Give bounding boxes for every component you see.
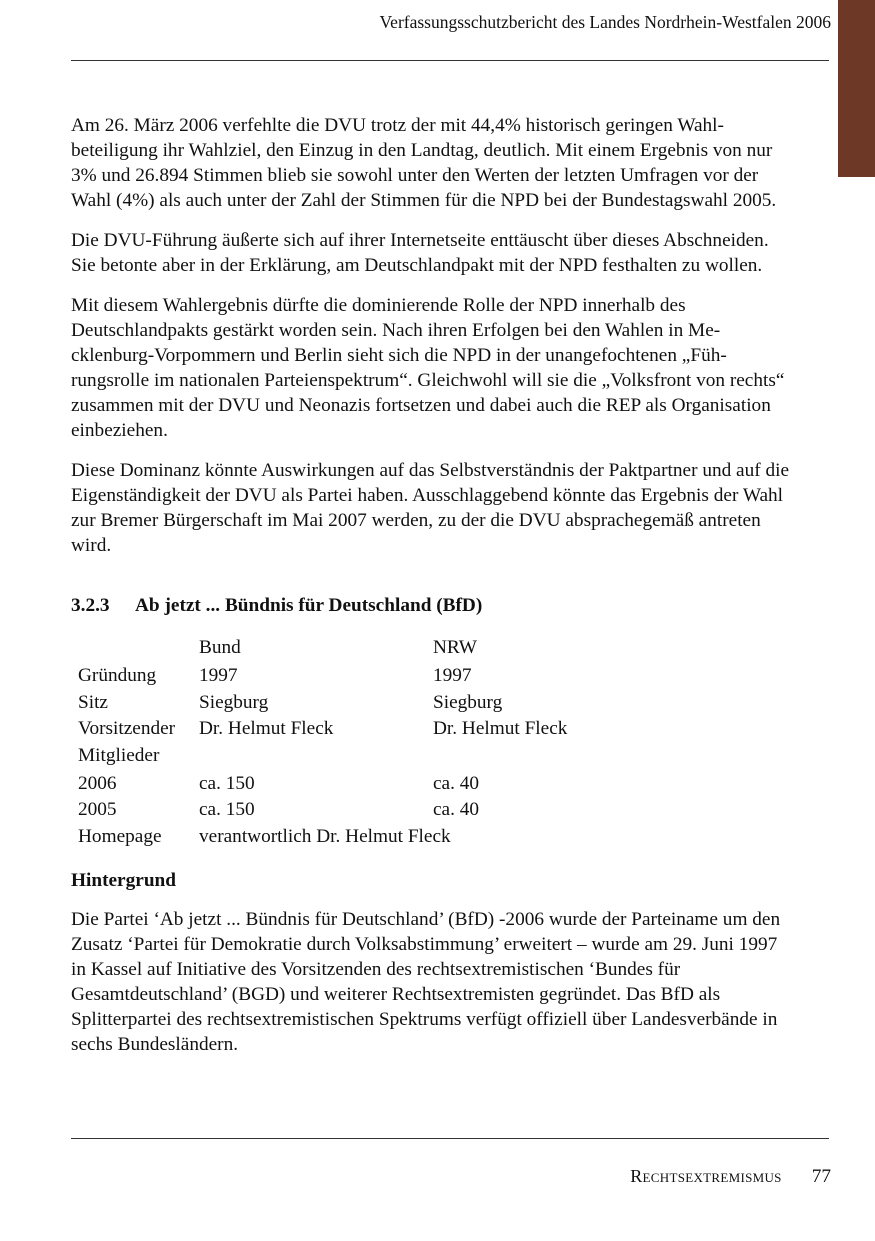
row-label: 2006 bbox=[78, 772, 117, 794]
cell-nrw: Dr. Helmut Fleck bbox=[433, 718, 568, 739]
cell-nrw: Siegburg bbox=[433, 691, 503, 713]
section-title: Ab jetzt ... Bündnis für Deutschland (BfD) bbox=[135, 595, 483, 616]
table-row bbox=[71, 690, 791, 717]
table-row bbox=[71, 743, 791, 771]
paragraph: Am 26. März 2006 verfehlte die DVU trotz der mit 44,4% historisch geringen Wahlbeteiligung ihr Wahlziel, den Einzug in den Landtag, deutlich. Mit einem Ergebnis von nur 3% und 26.894 Stimmen blieb sie sowohl unter den Werten der letzten Umfragen vor der Wahl (4%) als auch unter der Zahl der Stimmen für die NPD bei der Bundestagswahl 2005. bbox=[71, 115, 777, 211]
table-row-homepage bbox=[71, 824, 791, 851]
chapter-thumb-tab bbox=[838, 0, 875, 177]
row-label: Homepage bbox=[78, 825, 162, 847]
row-label: Sitz bbox=[78, 691, 108, 713]
footer-rule bbox=[71, 1138, 829, 1139]
section-number: 3.2.3 bbox=[71, 595, 110, 616]
table-header-row bbox=[71, 635, 791, 663]
page-number: 77 bbox=[811, 1166, 831, 1187]
table-row bbox=[71, 716, 791, 743]
cell-nrw: ca. 40 bbox=[433, 772, 480, 794]
table-row bbox=[71, 663, 791, 690]
background-paragraph: Die Partei ‘Ab jetzt ... Bündnis für Deutschland’ (BfD) -2006 wurde der Parteiname um den Zusatz ‘Partei für Demokratie durch Volksabstimmung’ erweitert – wurde am 29. Juni 1997 in Kassel auf Initiative des Vorsitzenden des rechtsextremistischen ‘Bundes für Gesamtdeutschland’ (BGD) und weiterer Rechtsextremisten gegründet. Das BfD als Splitterpartei des rechtsextremistischen Spektrums verfügt offiziell über Landesverbände in sechs Bundesländern. bbox=[71, 909, 781, 1055]
cell-bund: ca. 150 bbox=[199, 799, 255, 820]
page-footer bbox=[630, 1166, 831, 1188]
party-info-table bbox=[71, 635, 791, 850]
table-header-cell: Bund bbox=[199, 637, 241, 658]
row-label: Vorsitzender bbox=[78, 718, 176, 739]
header-rule bbox=[71, 60, 829, 61]
cell-bund: Siegburg bbox=[199, 691, 269, 713]
homepage-value: verantwortlich Dr. Helmut Fleck bbox=[199, 825, 451, 847]
row-label: Mitglieder bbox=[78, 744, 160, 766]
paragraph: Diese Dominanz könnte Auswirkungen auf das Selbstverständnis der Paktpartner und auf die Eigenständigkeit der DVU als Partei haben. Ausschlaggebend könnte das Ergebnis der Wahl zur Bremer Bürgerschaft im Mai 2007 werden, zu der die DVU absprachegemäß antreten wird. bbox=[71, 460, 790, 556]
page-body bbox=[71, 113, 791, 1072]
cell-bund: ca. 150 bbox=[199, 772, 255, 794]
cell-bund: 1997 bbox=[199, 665, 238, 686]
background-heading: Hintergrund bbox=[71, 870, 176, 891]
section-heading bbox=[71, 593, 791, 619]
cell-bund: Dr. Helmut Fleck bbox=[199, 718, 334, 739]
row-label: 2005 bbox=[78, 799, 117, 820]
running-header: Verfassungsschutzbericht des Landes Nordrhein-Westfalen 2006 bbox=[379, 12, 831, 32]
cell-nrw: ca. 40 bbox=[433, 799, 480, 820]
cell-nrw: 1997 bbox=[433, 665, 472, 686]
row-label: Gründung bbox=[78, 665, 157, 686]
paragraph: Die DVU-Führung äußerte sich auf ihrer Internetseite enttäuscht über dieses Abschneiden. Sie betonte aber in der Erklärung, am Deutschlandpakt mit der NPD festhalten zu wollen. bbox=[71, 230, 769, 276]
paragraph: Mit diesem Wahlergebnis dürfte die dominierende Rolle der NPD innerhalb des Deutschlandpakts gestärkt worden sein. Nach ihren Erfolgen bei den Wahlen in Mecklenburg-Vorpommern und Berlin sieht sich die NPD in der unangefochtenen „Führungsrolle im nationalen Parteienspektrum“. Gleichwohl will sie die „Volksfront von rechts“ zusammen mit der DVU und Neonazis fortsetzen und dabei auch die REP als Organisation einbeziehen. bbox=[71, 295, 785, 441]
table-row bbox=[71, 771, 791, 798]
table-header-cell: NRW bbox=[433, 637, 477, 658]
footer-section-title: Rechtsextremismus bbox=[630, 1166, 782, 1186]
table-row bbox=[71, 797, 791, 824]
